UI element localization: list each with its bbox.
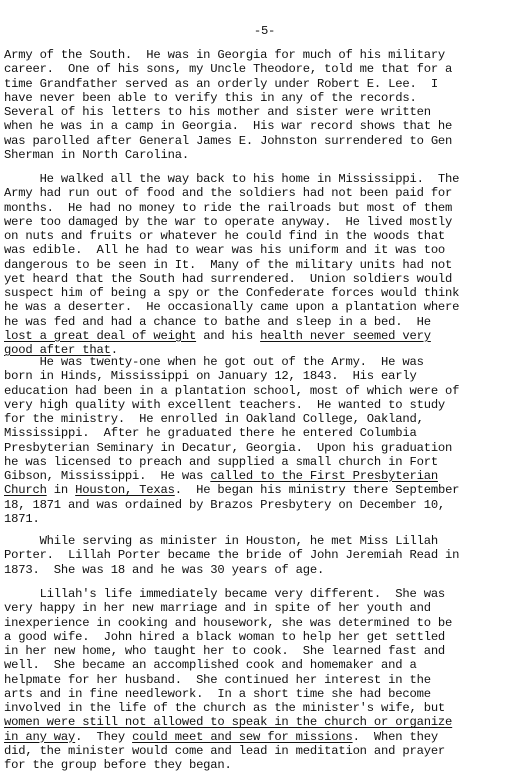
text-line [4,498,529,512]
paragraph [4,355,529,526]
text-line [4,616,529,630]
text-line [4,512,529,526]
underlined-text: could meet and sew for missions [132,729,353,744]
text-line [4,744,529,758]
text-line [4,148,529,162]
text-line [4,77,529,91]
text-line [4,172,529,186]
underlined-text: in any way [4,729,76,744]
text-line [4,548,529,562]
underlined-text: women were still not allowed to speak in the church or organize [4,715,453,730]
text-segment: born in Hinds, Mississippi on January 12, 1843. His early [4,369,417,384]
underlined-text: lost a great deal of weight [4,328,197,343]
text-segment: Porter. Lillah Porter became the bride of John Jeremiah Read in [4,548,460,563]
text-segment: Sherman in North Carolina. [4,147,189,162]
page-number: -5- [253,24,276,38]
text-segment: have never been able to verify this in any of the records. [4,90,417,105]
text-segment: and his [196,328,261,343]
text-segment: well. She became an accomplished cook and homemaker and a [4,658,417,673]
text-segment: very high quality with excellent teachers. He wanted to study [4,397,446,412]
paragraph [4,48,529,162]
text-line [4,534,529,548]
text-segment: was parolled after General James E. Johnston surrendered to Gen [4,133,453,148]
text-segment: were too damaged by the war to operate anyway. He lived mostly [4,214,453,229]
text-segment: yet heard that the South had surrendered. Union soldiers would [4,271,453,286]
text-line [4,587,529,601]
text-line [4,601,529,615]
text-segment: time Grandfather served as an orderly under Robert E. Lee. I [4,76,438,91]
text-segment: on nuts and fruits or whatever he could find in the woods that [4,229,446,243]
text-segment: months. He had no money to ride the railroads but most of them [4,200,453,215]
text-segment: when he was in a camp in Georgia. His war record shows that he [4,119,453,134]
text-segment: helpmate for her husband. She continued her interest in the [4,672,431,687]
text-segment: dangerous to be seen in It. Many of the military units had not [4,257,453,272]
text-segment: Several of his letters to his mother and sister were written [4,105,431,119]
text-line [4,412,529,426]
text-segment: in [46,483,76,498]
text-line [4,229,529,243]
text-line [4,426,529,440]
text-segment: he was fed and had a chance to bathe and sleep in a bed. He [4,314,431,329]
text-line [4,369,529,383]
text-segment: . [110,343,118,357]
text-segment: a good wife. John hired a black woman to help her get settled [4,629,446,644]
text-segment: Lillah's life immediately became very different. She was [4,587,446,601]
text-line [4,119,529,133]
paragraph [4,534,529,577]
text-segment: involved in the life of the church as the minister's wife, but [4,701,446,715]
text-line [4,215,529,229]
text-segment: he was licensed to preach and supplied a small church in Fort [4,454,438,469]
underlined-text: called to the First Presbyterian [210,469,438,483]
text-line [4,48,529,62]
text-line [4,701,529,715]
text-segment: Army of the South. He was in Georgia for much of his military [4,48,446,62]
text-line [4,355,529,369]
text-line [4,469,529,483]
text-line [4,644,529,658]
text-line [4,329,529,343]
text-line [4,563,529,577]
text-segment: very happy in her new marriage and in spite of her youth and [4,601,431,616]
text-segment: in her new home, who taught her to cook. She learned fast and [4,644,446,658]
text-segment: suspect him of being a spy or the Confederate forces would think [4,286,460,300]
text-segment: arts and in fine needlework. In a short time she had become [4,686,431,701]
text-segment: He was twenty-one when he got out of the Army. He was [4,355,424,369]
paragraph [4,587,529,771]
text-line [4,455,529,469]
text-line [4,243,529,257]
text-segment: Gibson, Mississippi. He was [4,469,211,483]
paragraph [4,172,529,357]
text-segment: inexperience in cooking and housework, she was determined to be [4,615,453,630]
text-segment: for the ministry. He enrolled in Oakland College, Oakland, [4,412,424,426]
text-segment: 18, 1871 and was ordained by Brazos Presbytery on December 10, [4,497,446,512]
text-line [4,687,529,701]
text-line [4,258,529,272]
text-line [4,91,529,105]
text-segment: Presbyterian Seminary in Decatur, Georgia. Upon his graduation [4,440,453,455]
text-line [4,186,529,200]
text-segment: . When they [352,729,438,744]
text-segment: was edible. All he had to wear was his uniform and it was too [4,243,446,258]
text-line [4,398,529,412]
text-line [4,730,529,744]
text-line [4,201,529,215]
text-line [4,758,529,771]
text-line [4,483,529,497]
underlined-text: Church [4,483,47,498]
text-line [4,300,529,314]
underlined-text: good after that [4,343,111,357]
text-line [4,715,529,729]
text-segment: 1873. She was 18 and he was 30 years of age. [4,562,325,577]
underlined-text: Houston, Texas [75,483,175,498]
text-segment: While serving as minister in Houston, he met Miss Lillah [4,534,438,548]
text-line [4,62,529,76]
text-segment: he was a deserter. He occasionally came upon a plantation where [4,300,460,315]
text-line [4,315,529,329]
text-segment: Mississippi. After he graduated there he entered Columbia [4,426,417,441]
text-segment: career. One of his sons, my Uncle Theodore, told me that for a [4,62,453,77]
text-line [4,134,529,148]
text-line [4,105,529,119]
text-segment: did, the minister would come and lead in meditation and prayer [4,743,446,758]
text-segment: He walked all the way back to his home in Mississippi. The [4,172,460,186]
text-segment: education had been in a plantation school, most of which were of [4,383,460,398]
text-line [4,658,529,672]
text-segment: . They [75,729,133,744]
text-segment: Army had run out of food and the soldiers had not been paid for [4,186,453,201]
text-line [4,272,529,286]
text-line [4,673,529,687]
text-line [4,441,529,455]
text-segment: 1871. [4,511,40,526]
text-segment: for the group before they began. [4,758,232,771]
text-line [4,286,529,300]
text-line [4,630,529,644]
text-segment: . He began his ministry there September [174,483,460,498]
text-line [4,384,529,398]
underlined-text: health never seemed very [260,328,431,343]
